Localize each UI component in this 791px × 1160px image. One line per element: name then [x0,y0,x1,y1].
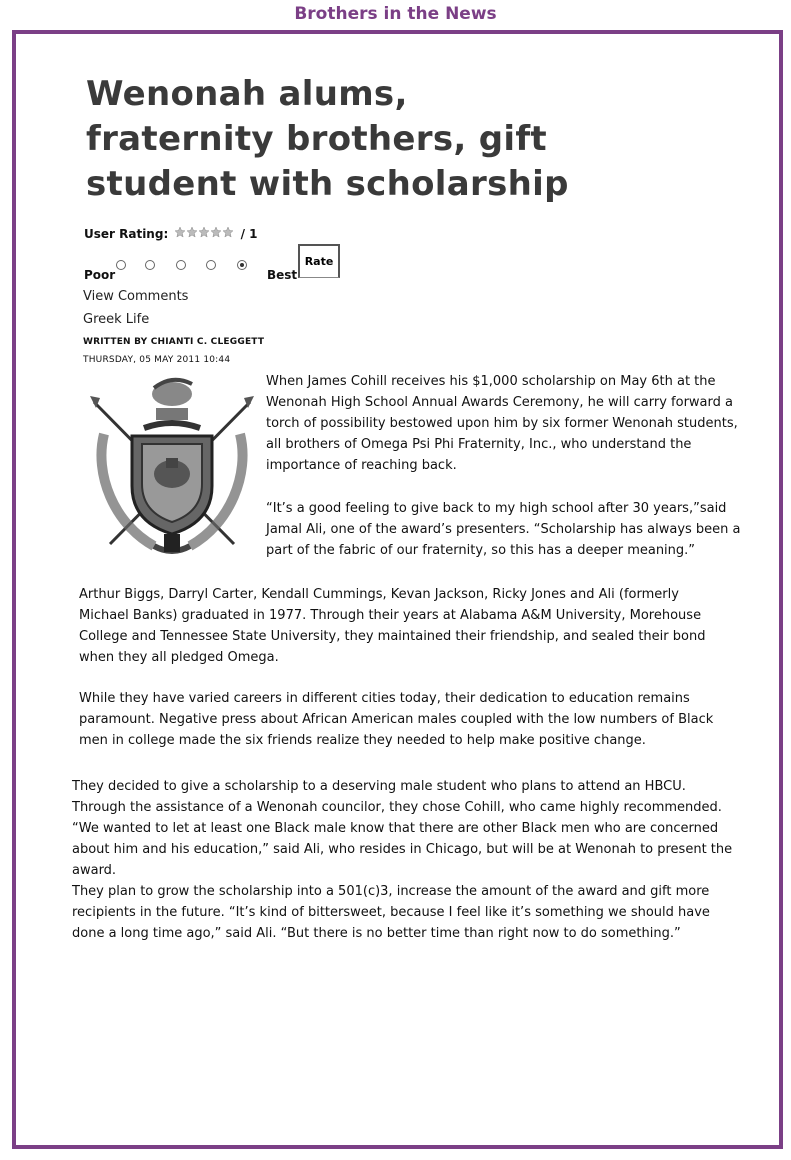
rating-poor-label: Poor [84,268,116,282]
article-paragraph-5: They decided to give a scholarship to a deserving male student who plans to attend an HBCU. Through the assistance of a Wenonah councilor, they chose Cohill, who came highly recommended. “We wanted to let at least one Black male know that there are other Black men who are concerned about him and his education,” said Ali, who resides in Chicago, but will be at Wenonah to present the award. [72,779,733,878]
user-rating-value: / 1 [240,227,258,241]
article-headline: Wenonah alums, fraternity brothers, gift student with scholarship [86,74,569,204]
category-link[interactable]: Greek Life [83,312,150,327]
article-paragraph-6: They plan to grow the scholarship into a 501(c)3, increase the amount of the award and gift more recipients in the future. “It’s kind of bittersweet, because I feel like it’s something we should have done a long time ago,” said Ali. “But there is no better time than right now to do something.” [72,884,710,941]
article-paragraph-3: Arthur Biggs, Darryl Carter, Kendall Cummings, Kevan Jackson, Ricky Jones and Ali (formerly Michael Banks) graduated in 1977. Through their years at Alabama A&M University, Morehouse College and Tennessee State University, they maintained their friendship, and sealed their bond when they all pledged Omega. [79,587,706,665]
rating-radio-5[interactable] [237,260,247,270]
rating-radio-4[interactable] [206,260,216,270]
article-paragraph-2: “It’s a good feeling to give back to my high school after 30 years,”said Jamal Ali, one of the award’s presenters. “Scholarship has always been a part of the fabric of our fraternity, so this has a deeper meaning.” [266,501,741,558]
section-banner: Brothers in the News [294,4,497,24]
star-rating-icon [174,226,236,241]
fraternity-crest-icon [84,374,260,564]
article-paragraph-1: When James Cohill receives his $1,000 scholarship on May 6th at the Wenonah High School Annual Awards Ceremony, he will carry forward a torch of possibility bestowed upon him by six former Wenonah students, all brothers of Omega Psi Phi Fraternity, Inc., who understand the importance of reaching back. [266,374,738,473]
article-date: THURSDAY, 05 MAY 2011 10:44 [83,355,231,365]
user-rating-label: User Rating: [84,227,169,241]
article-byline: WRITTEN BY CHIANTI C. CLEGGETT [83,337,265,347]
article-paragraph-4: While they have varied careers in different cities today, their dedication to education remains paramount. Negative press about African American males coupled with the low numbers of Black men in college made the six friends realize they needed to help make positive change. [79,691,714,748]
rating-form [84,256,354,286]
user-rating [84,226,258,241]
rate-button[interactable]: Rate [298,244,340,278]
rating-best-label: Best [267,268,298,282]
rating-radio-2[interactable] [145,260,155,270]
view-comments-link[interactable]: View Comments [83,289,189,304]
rating-radio-1[interactable] [116,260,126,270]
rating-radio-3[interactable] [176,260,186,270]
